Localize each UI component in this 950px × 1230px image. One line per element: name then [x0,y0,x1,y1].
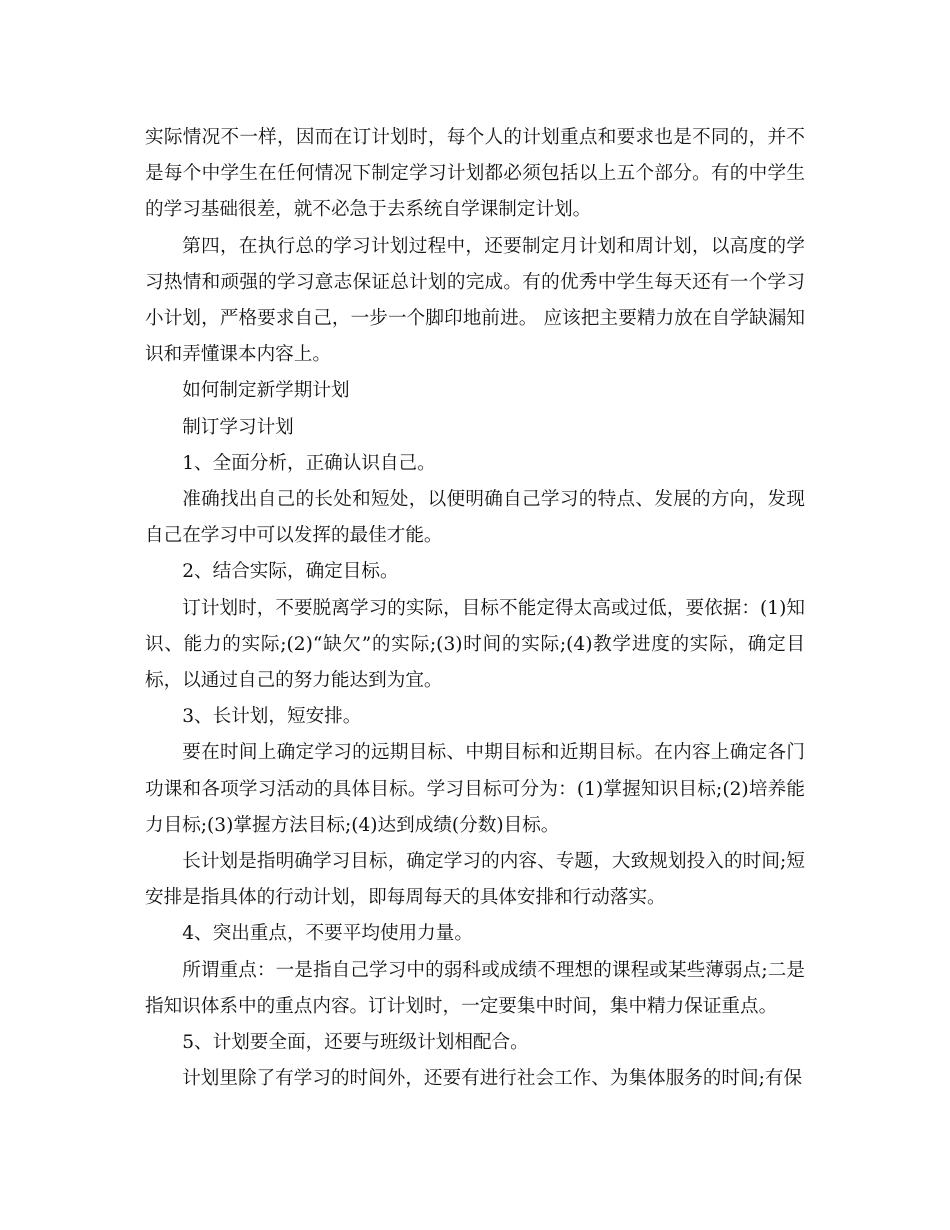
list-heading: 2、结合实际，确定目标。 [182,561,399,583]
body-paragraph: 第四，在执行总的学习计划过程中，还要制定月计划和周计划，以高度的学习热情和顽强的学习意志保证总计划的完成。有的优秀中学生每天还有一个学习小计划，严格要求自己，一步一个脚印地前进。 应该把主要精力放在自学缺漏知识和弄懂课本内容上。 [145,235,805,366]
body-paragraph: 长计划是指明确学习目标，确定学习的内容、专题，大致规划投入的时间;短安排是指具体的行动计划，即每周每天的具体安排和行动落实。 [145,851,805,909]
body-paragraph: 要在时间上确定学习的远期目标、中期目标和近期目标。在内容上确定各门功课和各项学习活动的具体目标。学习目标可分为：(1)掌握知识目标;(2)培养能力目标;(3)掌握方法目标;(4)达到成绩(分数)目标。 [145,742,805,836]
body-paragraph: 计划里除了有学习的时间外，还要有进行社会工作、为集体服务的时间;有保 [182,1068,803,1090]
document-body [145,120,805,1097]
list-heading: 1、全面分析，正确认识自己。 [182,452,436,474]
section-heading: 制订学习计划 [182,416,294,438]
body-paragraph: 订计划时，不要脱离学习的实际，目标不能定得太高或过低，要依据：(1)知识、能力的实际;(2)“缺欠”的实际;(3)时间的实际;(4)教学进度的实际，确定目标，以通过自己的努力能达到为宜。 [145,597,805,692]
body-paragraph: 实际情况不一样，因而在订计划时，每个人的计划重点和要求也是不同的，并不是每个中学生在任何情况下制定学习计划都必须包括以上五个部分。有的中学生的学习基础很差，就不必急于去系统自学课制定计划。 [145,127,805,221]
section-heading: 如何制定新学期计划 [182,380,350,402]
body-paragraph: 准确找出自己的长处和短处，以便明确自己学习的特点、发展的方向，发现自己在学习中可以发挥的最佳才能。 [145,489,805,547]
list-heading: 5、计划要全面，还要与班级计划相配合。 [182,1032,529,1054]
body-paragraph: 所谓重点：一是指自己学习中的弱科或成绩不理想的课程或某些薄弱点;二是指知识体系中的重点内容。订计划时，一定要集中时间，集中精力保证重点。 [145,959,805,1017]
list-heading: 4、突出重点，不要平均使用力量。 [182,923,473,945]
list-heading: 3、长计划，短安排。 [182,706,362,728]
